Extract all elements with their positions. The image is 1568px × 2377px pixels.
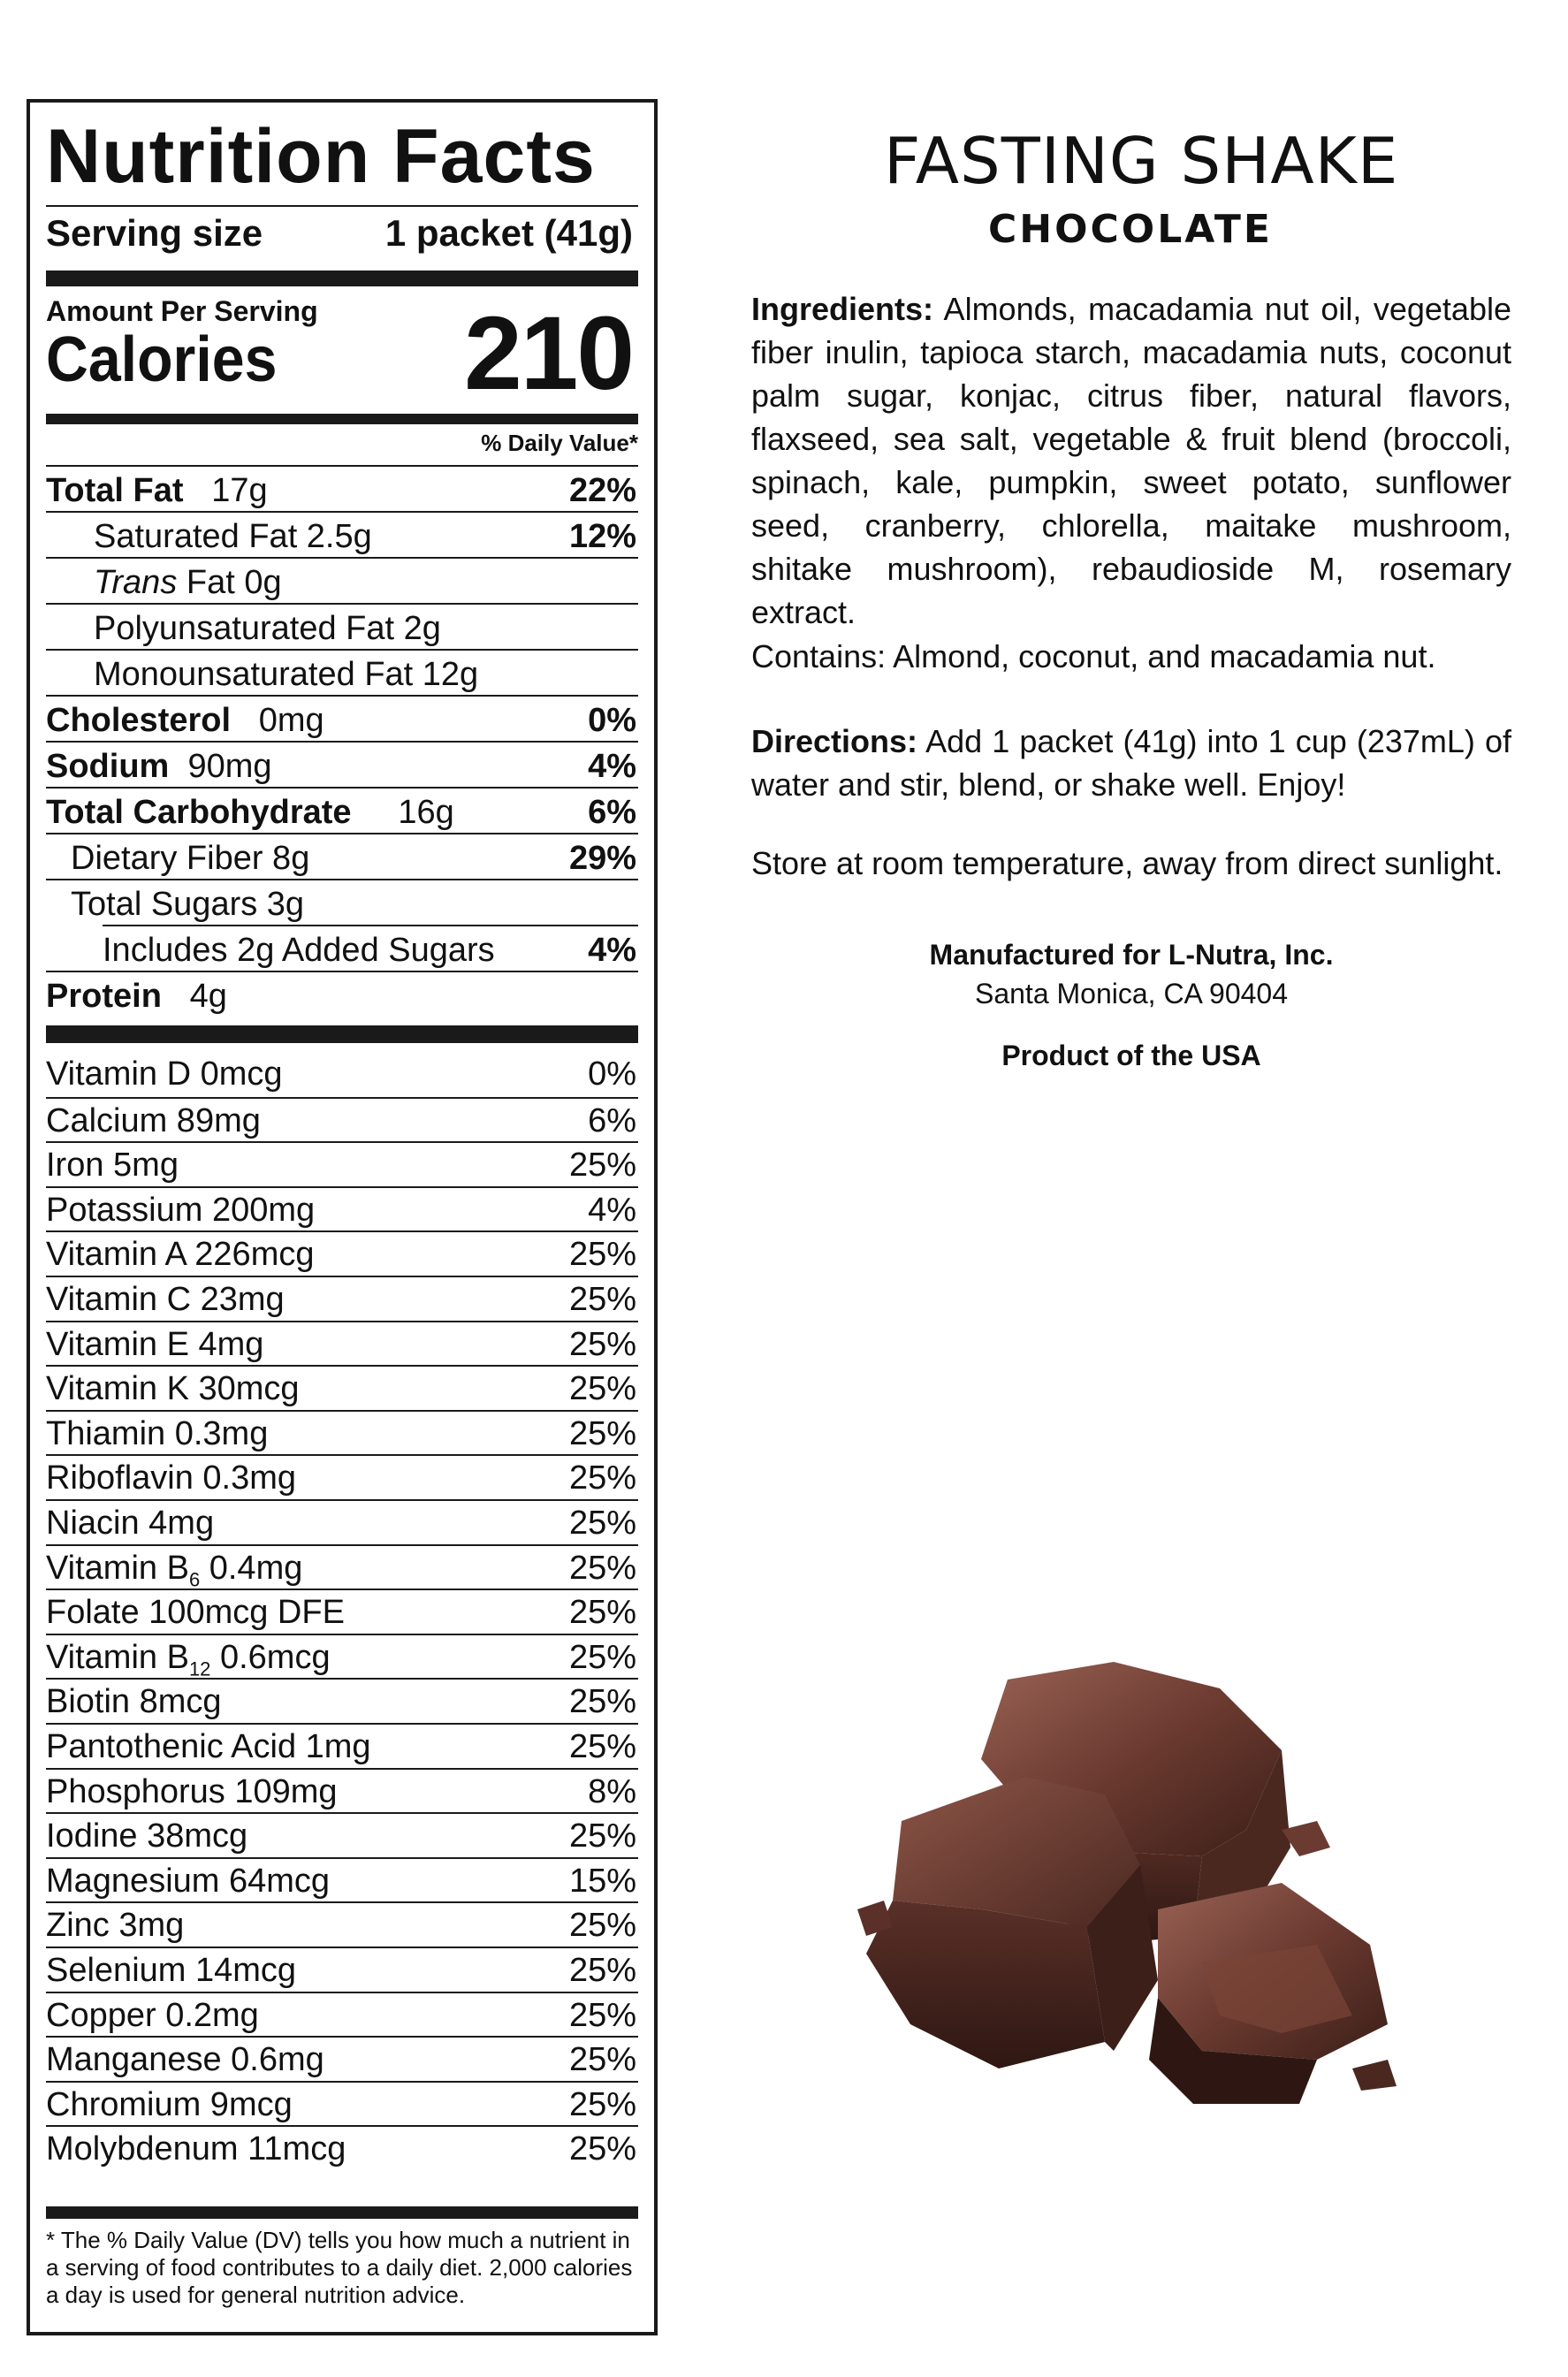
vitamin-name-text: Niacin 4mg — [46, 1505, 215, 1542]
row-total-fat — [46, 465, 638, 511]
vitamin-name-text: Iodine 38mcg — [46, 1817, 248, 1855]
vitamin-dv: 25% — [568, 2130, 636, 2168]
daily-value-footnote: * The % Daily Value (DV) tells you how much a nutrient in a serving of food contributes to a daily diet. 2,000 calories a day is used for general nutrition advice. — [46, 2227, 633, 2308]
vitamin-dv: 4% — [588, 1191, 636, 1229]
calories-value: 210 — [464, 295, 633, 412]
vitamin-name — [46, 1773, 338, 1811]
vitamin-dv: 25% — [568, 1996, 636, 2034]
vitamin-row — [46, 1321, 638, 1366]
vitamin-dv: 25% — [568, 2041, 636, 2079]
vitamin-subscript: 12 — [188, 1657, 211, 1680]
vitamin-dv: 25% — [568, 1370, 636, 1408]
vitamin-row — [46, 1097, 638, 1142]
vitamin-row — [46, 1723, 638, 1768]
vitamin-row — [46, 1454, 638, 1499]
vitamin-name — [46, 1102, 261, 1140]
product-title: FASTING SHAKE — [884, 124, 1399, 198]
serving-size-row — [46, 209, 638, 258]
vitamin-row — [46, 1901, 638, 1947]
vitamin-name — [46, 1639, 331, 1681]
vitamin-name — [46, 1997, 259, 2035]
vitamin-name — [46, 1863, 330, 1901]
nutrition-facts-panel — [27, 99, 658, 2335]
vitamin-name — [46, 1281, 285, 1319]
vitamin-row — [46, 1947, 638, 1992]
row-protein — [46, 971, 638, 1017]
vitamin-name-text: Riboflavin 0.3mg — [46, 1459, 297, 1497]
row-mono-fat — [46, 649, 638, 695]
vitamin-name — [46, 1594, 345, 1632]
vitamin-name — [46, 1415, 268, 1453]
poly-fat-label: Polyunsaturated Fat 2g — [94, 610, 441, 647]
vitamin-name — [46, 1147, 179, 1185]
added-sugars-dv: 4% — [588, 932, 636, 969]
trans-fat-rest: Fat 0g — [177, 564, 282, 601]
vitamin-name-rest: 0.4mg — [200, 1549, 303, 1587]
chocolate-chunks-image — [822, 1644, 1441, 2139]
total-sugars-label: Total Sugars 3g — [71, 886, 305, 923]
vitamin-name — [46, 2041, 324, 2079]
vitamin-name — [46, 1550, 302, 1592]
serving-size-label: Serving size — [46, 212, 263, 254]
vitamin-row — [46, 1992, 638, 2037]
directions-text: Add 1 packet (41g) into 1 cup (237mL) of water and stir, blend, or shake well. Enjoy! — [751, 723, 1511, 803]
vitamin-name — [46, 1505, 214, 1543]
storage-paragraph: Store at room temperature, away from direct sunlight. — [751, 845, 1503, 881]
serving-size-value: 1 packet (41g) — [384, 212, 633, 254]
row-dietary-fiber — [46, 833, 638, 879]
trans-fat-italic: Trans — [94, 564, 178, 601]
product-flavor: CHOCOLATE — [988, 207, 1273, 252]
vitamin-dv: 25% — [568, 1638, 636, 1676]
ingredients-text: Almonds, macadamia nut oil, vegetable fiber inulin, tapioca starch, macadamia nuts, coconut palm sugar, konjac, citrus fiber, natural flavors, flaxseed, sea salt, vegetable & fruit blend (broccoli, spinach, kale, pumpkin, sweet potato, sunflower seed, cranberry, chlorella, maitake mushroom, shitake mushroom), rebaudioside M, rosemary extract. — [751, 291, 1511, 630]
total-carb-amount: 16g — [398, 794, 454, 831]
sodium-label: Sodium — [46, 748, 170, 785]
footnote-divider — [46, 2206, 638, 2219]
vitamin-row — [46, 1678, 638, 1723]
row-trans-fat — [46, 557, 638, 603]
vitamin-row — [46, 1141, 638, 1186]
saturated-fat-label: Saturated Fat 2.5g — [94, 518, 372, 555]
vitamin-name-text: Folate 100mcg DFE — [46, 1594, 345, 1632]
contains-paragraph: Contains: Almond, coconut, and macadamia nut. — [751, 638, 1436, 674]
vitamin-dv: 25% — [568, 1147, 636, 1185]
vitamin-name — [46, 2086, 293, 2124]
row-total-carbohydrate — [46, 787, 638, 833]
vitamin-row — [46, 1365, 638, 1410]
vitamin-name-text: Vitamin B — [46, 1549, 189, 1587]
thick-divider-vitamins — [46, 1025, 638, 1043]
vitamin-row — [46, 1052, 638, 1097]
vitamin-name-text: Phosphorus 109mg — [46, 1772, 338, 1810]
vitamin-name-text: Vitamin A 226mcg — [46, 1236, 315, 1274]
vitamin-name-text: Iron 5mg — [46, 1147, 179, 1185]
vitamin-dv: 25% — [568, 1459, 636, 1497]
row-sodium — [46, 741, 638, 787]
vitamin-name-text: Potassium 200mg — [46, 1191, 316, 1229]
vitamin-name-text: Selenium 14mcg — [46, 1952, 297, 1989]
cholesterol-label: Cholesterol — [46, 702, 232, 739]
vitamin-row — [46, 1276, 638, 1321]
row-added-sugars — [103, 925, 638, 971]
cholesterol-dv: 0% — [588, 702, 636, 739]
vitamin-name-text: Copper 0.2mg — [46, 1996, 259, 2034]
protein-amount: 4g — [189, 978, 227, 1015]
vitamin-name — [46, 1907, 184, 1945]
total-carb-dv: 6% — [588, 794, 636, 831]
vitamin-row — [46, 2036, 638, 2081]
vitamin-name-text: Manganese 0.6mg — [46, 2041, 324, 2079]
manufacturer-line: Manufactured for L-Nutra, Inc. — [929, 939, 1334, 971]
vitamin-name — [46, 1370, 300, 1408]
vitamin-name — [46, 2130, 346, 2168]
vitamin-row — [46, 1588, 638, 1634]
vitamin-name — [46, 1236, 314, 1274]
vitamin-dv: 15% — [568, 1862, 636, 1900]
vitamin-dv: 25% — [568, 1817, 636, 1855]
thick-divider — [46, 270, 638, 286]
total-carb-label: Total Carbohydrate — [46, 794, 352, 831]
divider — [46, 205, 638, 207]
vitamin-name-text: Chromium 9mcg — [46, 2085, 293, 2123]
row-total-sugars — [46, 879, 638, 925]
nutrition-facts-title: Nutrition Facts — [46, 114, 596, 199]
vitamin-name-text: Zinc 3mg — [46, 1907, 185, 1945]
daily-value-header: % Daily Value* — [481, 430, 638, 456]
dietary-fiber-label: Dietary Fiber 8g — [71, 840, 310, 877]
saturated-fat-dv: 12% — [568, 518, 636, 555]
vitamin-name-text: Biotin 8mcg — [46, 1683, 222, 1721]
vitamin-name-text: Thiamin 0.3mg — [46, 1414, 269, 1452]
vitamin-row — [46, 1812, 638, 1857]
vitamin-name-text: Vitamin D 0mcg — [46, 1055, 283, 1093]
vitamin-row — [46, 1186, 638, 1231]
manufacturer-location: Santa Monica, CA 90404 — [974, 978, 1288, 1009]
vitamin-row — [46, 2125, 638, 2170]
vitamin-name — [46, 1952, 296, 1990]
vitamin-name — [46, 1683, 222, 1721]
vitamin-row — [46, 1544, 638, 1589]
vitamin-dv: 25% — [568, 1236, 636, 1274]
vitamin-dv: 25% — [568, 1594, 636, 1632]
vitamin-dv: 25% — [568, 2085, 636, 2123]
vitamin-dv: 25% — [568, 1414, 636, 1452]
vitamin-name — [46, 1326, 263, 1364]
vitamin-name-text: Pantothenic Acid 1mg — [46, 1728, 371, 1765]
vitamin-name-text: Vitamin C 23mg — [46, 1281, 285, 1318]
vitamin-name-text: Vitamin K 30mcg — [46, 1370, 300, 1408]
vitamin-dv: 25% — [568, 1281, 636, 1318]
mono-fat-label: Monounsaturated Fat 12g — [94, 656, 479, 693]
vitamin-name-text: Magnesium 64mcg — [46, 1862, 331, 1900]
vitamin-dv: 8% — [588, 1772, 636, 1810]
directions-paragraph — [751, 720, 1511, 806]
vitamin-dv: 25% — [568, 1325, 636, 1363]
vitamin-name — [46, 1817, 247, 1855]
vitamin-name — [46, 1055, 283, 1093]
ingredients-paragraph — [751, 287, 1511, 634]
dietary-fiber-dv: 29% — [568, 840, 636, 877]
sodium-amount: 90mg — [187, 748, 272, 785]
row-cholesterol — [46, 695, 638, 741]
vitamin-dv: 0% — [588, 1055, 636, 1093]
row-saturated-fat — [46, 511, 638, 557]
vitamin-name-text: Vitamin B — [46, 1638, 189, 1676]
calories-label: Calories — [46, 324, 278, 395]
total-fat-label: Total Fat — [46, 472, 184, 509]
vitamin-name-text: Calcium 89mg — [46, 1101, 261, 1139]
vitamin-dv: 25% — [568, 1683, 636, 1721]
vitamin-row — [46, 1634, 638, 1679]
ingredients-label: Ingredients: — [751, 291, 934, 327]
added-sugars-label: Includes 2g Added Sugars — [103, 932, 495, 969]
vitamin-row — [46, 1499, 638, 1544]
vitamin-name — [46, 1192, 315, 1230]
total-fat-dv: 22% — [568, 472, 636, 509]
vitamin-dv: 25% — [568, 1907, 636, 1945]
vitamin-row — [46, 1768, 638, 1813]
sodium-dv: 4% — [588, 748, 636, 785]
vitamin-dv: 25% — [568, 1549, 636, 1587]
vitamin-name — [46, 1459, 296, 1497]
vitamin-name-rest: 0.6mcg — [210, 1638, 331, 1676]
vitamin-name-text: Molybdenum 11mcg — [46, 2130, 346, 2168]
vitamin-dv: 6% — [588, 1101, 636, 1139]
row-poly-fat — [46, 603, 638, 649]
vitamin-name-text: Vitamin E 4mg — [46, 1325, 264, 1363]
vitamin-subscript: 6 — [188, 1568, 201, 1591]
cholesterol-amount: 0mg — [258, 702, 324, 739]
vitamin-row — [46, 2081, 638, 2126]
medium-divider — [46, 414, 638, 424]
vitamin-name — [46, 1728, 371, 1766]
vitamin-dv: 25% — [568, 1728, 636, 1765]
amount-per-serving: Amount Per Serving — [46, 295, 318, 327]
directions-label: Directions: — [751, 723, 918, 759]
vitamin-dv: 25% — [568, 1505, 636, 1542]
total-fat-amount: 17g — [211, 472, 268, 509]
protein-label: Protein — [46, 978, 162, 1015]
vitamin-row — [46, 1230, 638, 1276]
vitamin-row — [46, 1857, 638, 1902]
product-origin: Product of the USA — [1001, 1040, 1261, 1071]
vitamin-dv: 25% — [568, 1952, 636, 1989]
vitamin-row — [46, 1410, 638, 1455]
